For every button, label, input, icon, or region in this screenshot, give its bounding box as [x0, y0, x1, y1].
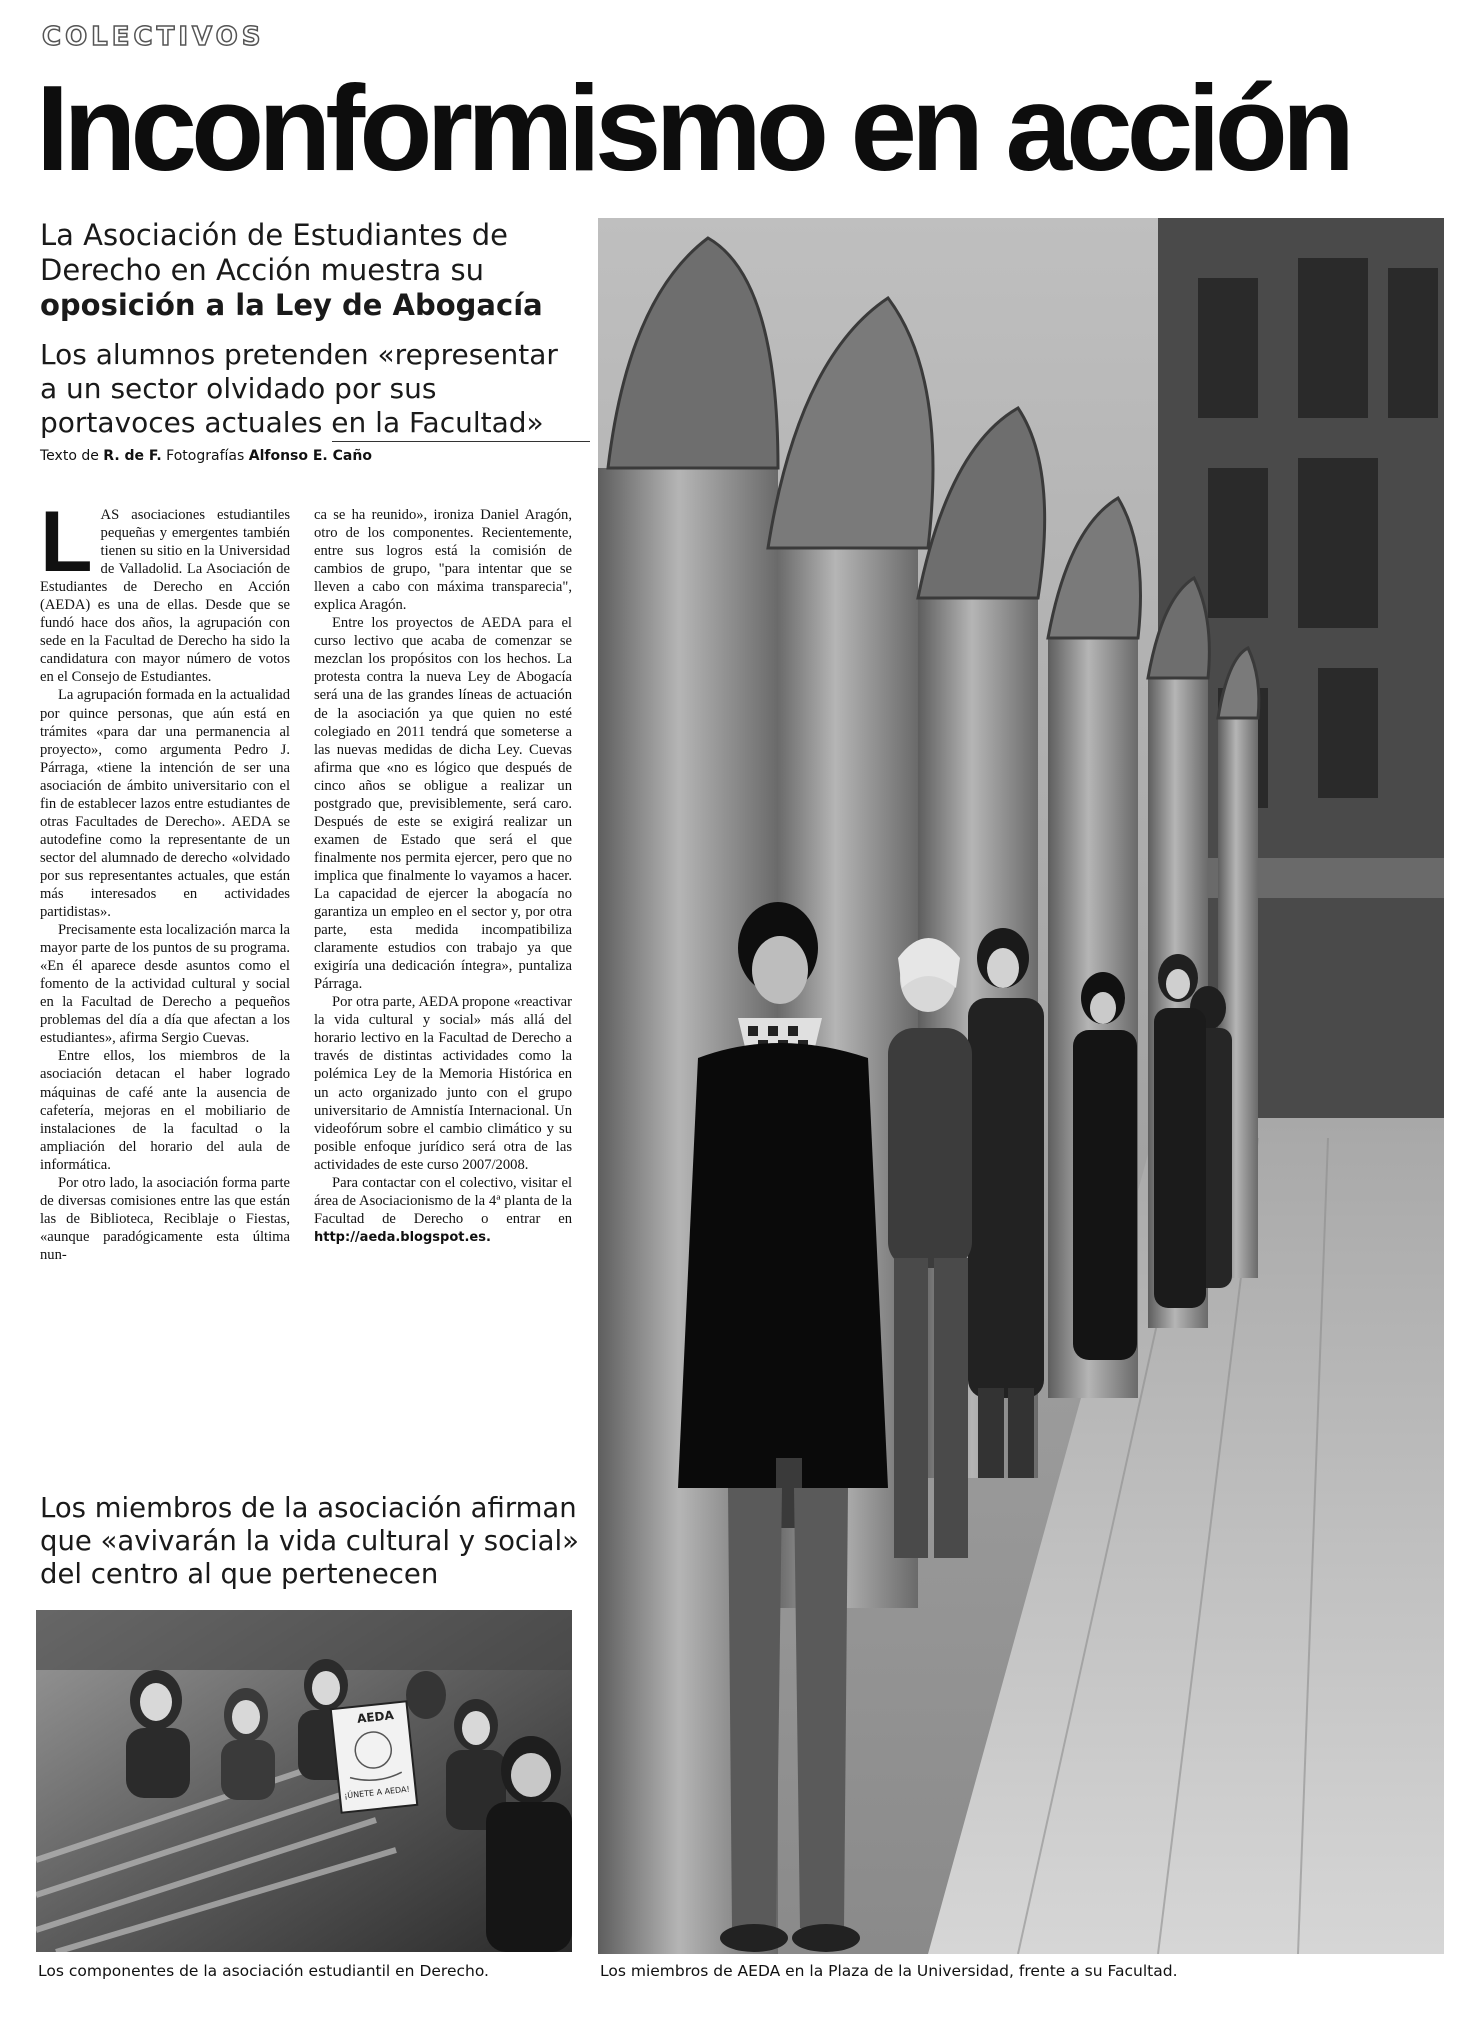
paragraph: Por otro lado, la asociación forma parte de diversas comisiones entre las que están las de Biblioteca, Reciblaje o Fiestas, «aunque paradógicamente esta última nun-	[40, 1174, 290, 1263]
pull-quote: Los miembros de la asociación afirman que «avivarán la vida cultural y social» del centro al que pertenecen	[40, 1492, 579, 1590]
group-columns-photo	[598, 218, 1444, 1954]
group-columns-image	[598, 218, 1444, 1954]
paragraph	[40, 494, 290, 686]
paragraph-text: Para contactar con el colectivo, visitar el área de Asociacionismo de la 4ª planta de la Facultad de Derecho o entrar en	[314, 1174, 572, 1227]
group-stairs-image	[36, 1610, 572, 1952]
paragraph: Precisamente esta localización marca la mayor parte de los puntos de su programa. «En él aparece desde asuntos como el fomento de la actividad cultural y social en la Facultad de Derecho a pequeños problemas del día a día que afectan a los estudiantes», afirma Sergio Cuevas.	[40, 922, 290, 1047]
photo-caption-small: Los componentes de la asociación estudiantil en Derecho.	[38, 1962, 489, 1980]
byline-text-label: Texto de	[40, 448, 104, 464]
headline: Inconformismo en acción	[36, 60, 1350, 196]
byline-photo-label: Fotografías	[161, 448, 249, 464]
photo-caption-large: Los miembros de AEDA en la Plaza de la Universidad, frente a su Facultad.	[600, 1962, 1178, 1980]
paragraph: ca se ha reunido», ironiza Daniel Aragón, otro de los componentes. Recientemente, entre sus logros está la comisión de cambios de grupo, "para intentar que se lleven a cabo con máxima transparecia", explica Aragón.	[314, 507, 572, 614]
paragraph: Por otra parte, AEDA propone «reactivar la vida cultural y social» más allá del horario lectivo en la Facultad de Derecho a través de distintas actividades como la polémica Ley de la Memoria Histórica en un acto organizado junto con el grupo universitario de Amnistía Internacional. Un videofórum sobre el cambio climático y su posible enfoque jurídico será otra de las actividades de este curso 2007/2008.	[314, 994, 572, 1173]
paragraph	[314, 1174, 572, 1247]
article-column-2	[314, 506, 572, 1446]
drop-cap: L	[40, 494, 93, 590]
subheadline: Los alumnos pretenden «representar a un sector olvidado por sus portavoces actuales en la Facultad»	[40, 338, 558, 439]
paragraph: Entre ellos, los miembros de la asociación detacan el haber logrado máquinas de café ante la ausencia de cafetería, mejoras en el mobiliario de instalaciones de la facultad o la ampliación del horario del aula de informática.	[40, 1048, 290, 1173]
paragraph: La agrupación formada en la actualidad por quince personas, que aún está en trámites «para dar una permanencia al proyecto», como argumenta Pedro J. Párraga, «tiene la intención de ser una asociación de ámbito universitario con el fin de establecer lazos entre estudiantes de otras Facultades de Derecho». AEDA se autodefine como la representante de un sector del alumnado de derecho «olvidado por sus representantes actuales, que están más interesados en actividades partidistas».	[40, 687, 290, 921]
article-column-1	[40, 494, 290, 1446]
lead-bold: oposición a la Ley de Abogacía	[40, 288, 543, 322]
website-link[interactable]: http://aeda.blogspot.es.	[314, 1229, 491, 1245]
byline	[40, 448, 372, 464]
paragraph: Entre los proyectos de AEDA para el curso lectivo que acaba de comenzar se mezclan los propósitos con los hechos. La protesta contra la nueva Ley de Abogacía será una de las grandes líneas de actuación de la asociación ya que quien no esté colegiado en 2011 tendrá que someterse a las nuevas medidas de dicha Ley. Cuevas afirma que «no es lógico que después de cinco años se obligue a realizar un postgrado que, previsiblemente, será caro. Después de este se exigirá realizar un examen de Estado que será el que finalmente nos permita ejercer, pero que no implica que finalmente lo vayamos a hacer. La capacidad de ejercer la abogacía no garantiza un empleo en el sector y, por otra parte, esta medida incompatibiliza claramente estudios con trabajo ya que exigiría una dedicación íntegra», puntaliza Párraga.	[314, 615, 572, 993]
group-stairs-photo	[36, 1610, 572, 1952]
poster-footer: ¡ÚNETE A AEDA!	[343, 1784, 411, 1801]
byline-author: R. de F.	[103, 448, 162, 464]
lead-plain: La Asociación de Estudiantes de Derecho en Acción muestra su	[40, 218, 509, 287]
byline-photographer: Alfonso E. Caño	[248, 448, 372, 464]
divider	[332, 441, 590, 442]
paragraph-text: AS asociaciones estudiantiles pequeñas y emergentes también tienen su sitio en la Universidad de Valladolid. La Asociación de Estudiantes de Derecho en Acción (AEDA) es una de ellas. Desde que se fundó hace dos años, la agrupación con sede en la Facultad de Derecho ha sido la candidatura con mayor número de votos en el Consejo de Estudiantes.	[40, 507, 290, 686]
lead-deck	[40, 218, 600, 323]
section-tag: COLECTIVOS	[42, 22, 265, 52]
poster-title: AEDA	[356, 1708, 395, 1726]
